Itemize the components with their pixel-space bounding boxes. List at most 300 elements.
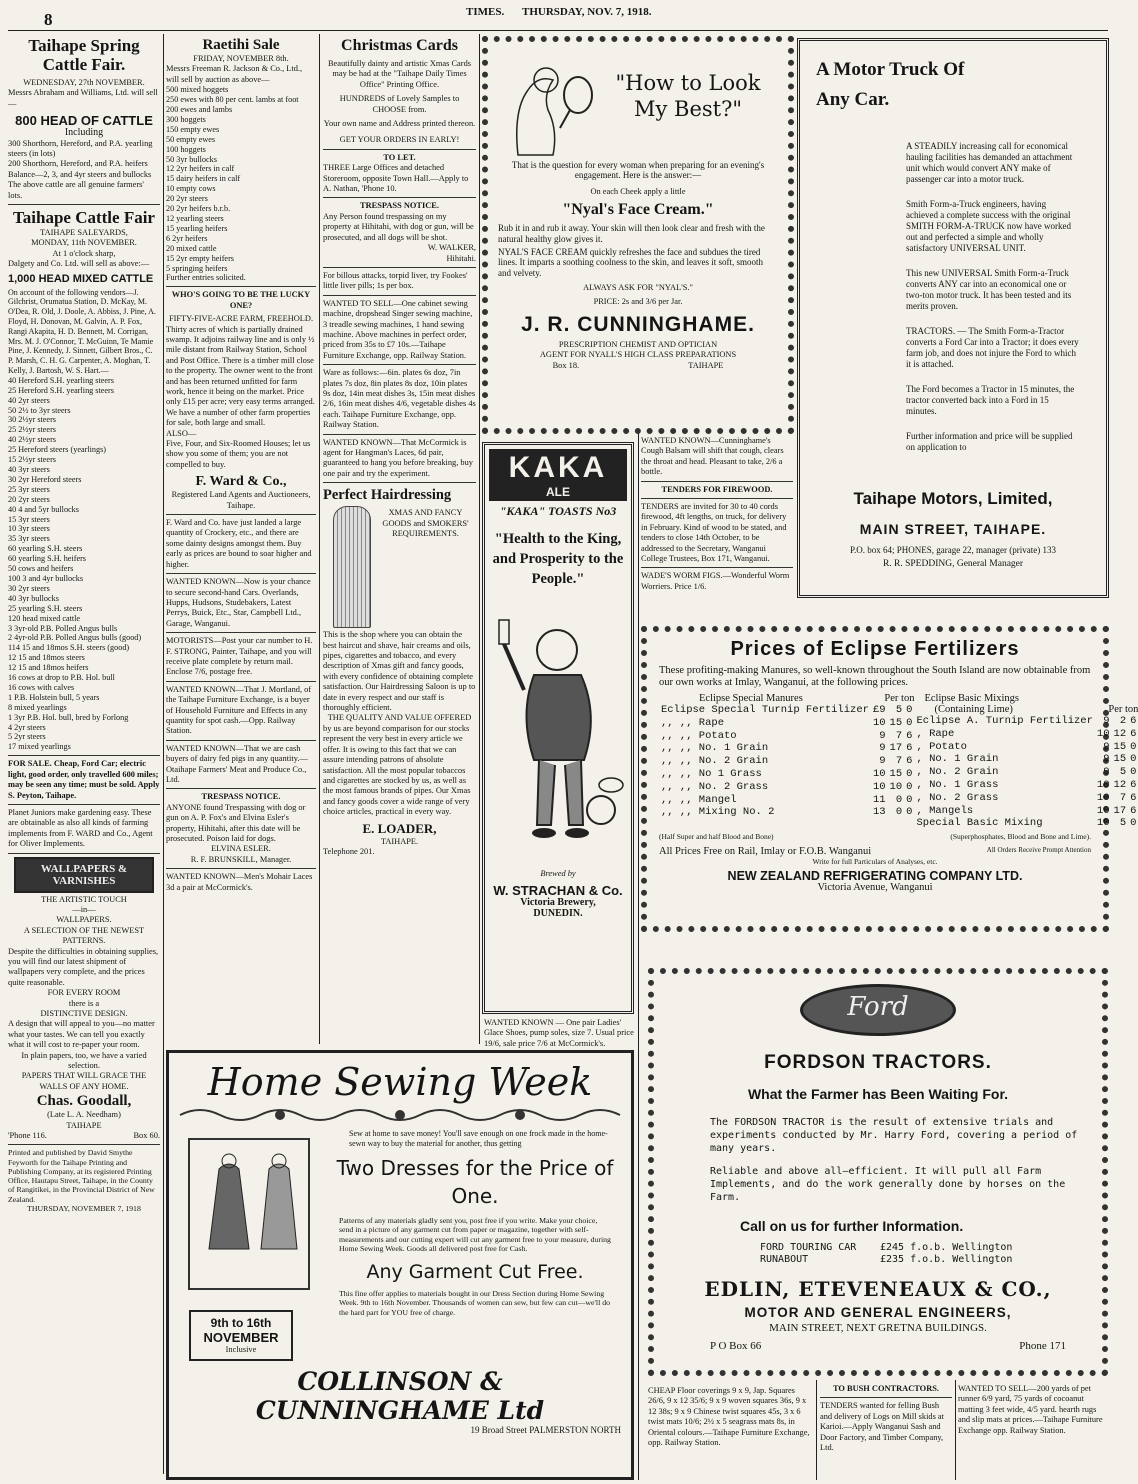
wanted-mortland: WANTED KNOWN—That J. Mortland, of the Taihape Furniture Exchange, is a buyer of Household Furniture and Effects in any quantity for spot cash.—Opp. Railway Station. <box>166 684 312 736</box>
fert-shillings: 12 <box>1113 778 1127 791</box>
fert-shillings: 7 <box>1119 791 1127 804</box>
divider <box>323 267 476 268</box>
divider <box>641 498 793 499</box>
fert-row <box>914 817 1138 830</box>
fert-pence: 6 <box>1130 804 1137 817</box>
fert-pounds: 9 <box>1103 753 1110 766</box>
ward-name: F. Ward & Co., <box>195 474 287 490</box>
masthead-rule <box>8 30 1108 31</box>
hair-town: TAIHAPE. <box>380 836 419 846</box>
divider <box>166 681 316 682</box>
fert-pence: 0 <box>906 780 913 793</box>
ford-call: Call on us for further Information. <box>740 1218 964 1234</box>
raetihi-item: 12 yearling steers <box>166 214 224 223</box>
divider <box>166 514 316 515</box>
cattle-fair-title: Taihape Cattle Fair <box>13 208 155 228</box>
cattle-fair-time: At 1 o'clock sharp, <box>52 248 116 258</box>
wallpaper-firm: Chas. Goodall, <box>36 1093 132 1110</box>
motor-street: MAIN STREET, TAIHAPE. <box>859 521 1047 537</box>
fert-row <box>659 730 914 743</box>
fert-row <box>659 742 914 755</box>
fert-pence: 6 <box>906 742 913 755</box>
nyal-ask: ALWAYS ASK FOR "NYAL'S." <box>583 283 693 293</box>
xmas-title: Christmas Cards <box>341 37 458 54</box>
divider <box>166 286 316 287</box>
fert-row <box>659 781 914 794</box>
kaka-city: DUNEDIN. <box>533 907 583 919</box>
ward-sub: Registered Land Agents and Auctioneers, Taihape. <box>171 490 311 510</box>
cattle-fair-intro: Dalgety and Co. Ltd. will sell as above:— <box>8 259 150 269</box>
nyal-town: TAIHAPE <box>688 360 724 370</box>
xmas-order: GET YOUR ORDERS IN EARLY! <box>339 135 460 145</box>
fert-pounds: 13 <box>872 806 886 819</box>
planet-juniors: Planet Juniors make gardening easy. These are obtainable as also all kinds of farming implements from F. WARD and Co., Agent for Oliver Implements. <box>8 807 153 849</box>
hairdressing-ad <box>323 486 476 857</box>
fert-shillings: 0 <box>895 806 903 819</box>
wanted-cough: WANTED KNOWN—Cunninghame's Cough Balsam will shift that cough, clears the throat and head. Pleasant to take, 2/6 a bottle. <box>641 436 784 477</box>
wallpaper-line: —in— <box>72 904 96 914</box>
fert-pence: 0 <box>906 793 913 806</box>
fert-product: , No. 1 Grain <box>916 753 999 766</box>
xmas-hundreds: HUNDREDS of Lovely Samples to CHOOSE from. <box>339 94 460 114</box>
fert-row <box>914 805 1138 818</box>
lucky-title: WHO'S GOING TO BE THE LUCKY ONE? <box>171 290 311 310</box>
spring-item: The above cattle are all genuine farmers' lots. <box>8 180 144 200</box>
raetihi-item: 50 empty ewes <box>166 134 216 144</box>
nyal-box: Box 18. <box>552 360 580 370</box>
motor-manager: R. R. SPEDDING, General Manager <box>882 559 1024 570</box>
motor-p6: Further information and price will be supplied on application to <box>906 431 1073 452</box>
ford-p1: The FORDSON TRACTOR is the result of extensive trials and experiments conducted by Mr. Harry Ford, covering a period of many years. <box>710 1117 1078 1154</box>
cattle-item: 25 3yr steers <box>8 484 50 494</box>
cattle-fair-ad <box>8 208 160 752</box>
divider <box>641 567 793 568</box>
ford-price2: £235 f.o.b. Wellington <box>880 1254 1013 1265</box>
farm-title: FIFTY-FIVE-ACRE FARM, FREEHOLD. <box>168 314 314 324</box>
fert-pence: 0 <box>1130 753 1137 766</box>
divider <box>166 632 316 633</box>
fert-row <box>914 715 1138 728</box>
raetihi-item: 20 2yr heifers b.r.b. <box>166 204 231 214</box>
divider <box>323 295 476 296</box>
tenders-body: TENDERS are invited for 30 to 40 cords firewood, 4ft lengths, on truck, for delivery in February. Kind of wood to be stated, and tenders to close 14th October, to be addressed to the Secretary, Wanganui College Trustees, Box 171, Wanganui. <box>641 502 787 564</box>
divider <box>8 204 160 205</box>
fert-pence: 6 <box>906 729 913 742</box>
cattle-item: 12 15 and 18mos steers <box>8 653 85 663</box>
divider <box>166 788 316 789</box>
fert-row <box>659 806 914 819</box>
tenders-title: TENDERS FOR FIREWOOD. <box>661 484 773 494</box>
wanted-mccormick: WANTED KNOWN—That McCormick is agent for Hangman's Laces, 6d pair, guaranteed to hang you before breaking, buy one pair and try the experiment. <box>323 437 473 478</box>
motor-p2: Smith Form-a-Truck engineers, having achieved a complete success with the original SMITH FORM-A-TRUCK now have worked out and perfected a simple and wholly satisfactory UNIVERSAL UNIT. <box>906 199 1071 253</box>
wanted-sell-yards: WANTED TO SELL—200 yards of pet runner 6/9 yard, 75 yards of cocoanut matting 3 feet wide, 4/5 yard. hearth rugs and slip mats at prices.—Taihape Furniture Exchange opp. Railway Station. <box>958 1384 1103 1435</box>
wallpaper-line: WALLPAPERS. <box>56 915 112 925</box>
column-rule <box>816 1380 817 1480</box>
fert-shillings: 17 <box>889 742 903 755</box>
fert-shillings: 15 <box>1113 753 1127 766</box>
cattle-item: 1 3yr P.B. Hol. bull, bred by Forlong <box>8 712 129 722</box>
fert-product: , Mangels <box>916 804 974 817</box>
imprint: Printed and published by David Smythe Feyworth for the Taihape Printing and Publishing Company, at its registered Printing Office, Hautapu Street, Taihape, in the County of Rangitikei, in the Provincial District of New Zealand. <box>8 1148 155 1204</box>
divider <box>641 481 793 482</box>
column-rule <box>955 1380 956 1480</box>
masthead-date: THURSDAY, NOV. 7, 1918. <box>522 6 652 18</box>
fert-shillings: 5 <box>1119 817 1127 830</box>
column-1 <box>8 36 160 1476</box>
divider <box>8 755 160 756</box>
wallpaper-ad <box>8 857 160 1142</box>
cattle-item: 4 2yr steers <box>8 722 46 732</box>
fert-row <box>914 792 1138 805</box>
fert-product: Eclipse Special Turnip Fertilizer <box>661 704 869 716</box>
fert-product: ,, ,, No. 2 Grass <box>661 780 769 793</box>
nyal-price: PRICE: 2s and 3/6 per Jar. <box>593 296 683 306</box>
nyal-sub: PRESCRIPTION CHEMIST AND OPTICIAN <box>558 340 718 350</box>
cattle-item: 16 cows with calves <box>8 682 75 692</box>
wallpaper-logo: WALLPAPERS & VARNISHES <box>14 857 154 893</box>
fert-pence: 6 <box>1130 727 1137 740</box>
fert-product: , Potato <box>916 740 967 753</box>
nyal-cheek: On each Cheek apply a little <box>590 186 686 196</box>
motor-p1: A STEADILY increasing call for economical hauling facilities has demanded an attachment unit which would convert ANY make of passenger car into a motor truck. <box>906 141 1073 184</box>
toasting-gentleman-illustration <box>489 595 629 865</box>
fert-product: , No. 1 Grass <box>916 778 999 791</box>
kaka-slogan: "Health to the King, and Prosperity to the People." <box>492 531 624 587</box>
fert-row <box>914 728 1138 741</box>
cattle-item: 35 3yr steers <box>8 534 50 544</box>
fert-write: Write for full Particulars of Analyses, etc. <box>812 856 938 866</box>
fert-pounds: 9 <box>879 729 886 742</box>
cattle-item: 15 2½yr steers <box>8 455 56 465</box>
nyal-chemist: J. R. CUNNINGHAME. <box>521 313 755 337</box>
ford-car1: FORD TOURING CAR <box>760 1242 857 1253</box>
raetihi-list <box>166 85 316 283</box>
wallpaper-line: In plain papers, too, we have a varied selection. <box>21 1050 147 1071</box>
fordson-ad <box>648 968 1108 1376</box>
raetihi-date: FRIDAY, NOVEMBER 8th. <box>193 54 289 63</box>
wallpaper-line: A SELECTION OF THE NEWEST PATTERNS. <box>23 925 145 946</box>
column-4b <box>641 436 793 616</box>
wallpaper-line: there is a <box>68 998 100 1008</box>
fert-product: Eclipse A. Turnip Fertilizer <box>916 715 1093 727</box>
ford-price1: £245 f.o.b. Wellington <box>880 1242 1013 1253</box>
fert-row <box>659 794 914 807</box>
column-2 <box>166 36 316 1046</box>
fert-pounds: 9 <box>1103 715 1110 727</box>
cattle-item: 40 3yr steers <box>8 465 50 475</box>
sewing-month: NOVEMBER <box>203 1330 279 1345</box>
ford-p2: Reliable and above all—efficient. It will pull all Farm Implements, and do the work generally done by horses on the Farm. <box>710 1166 1066 1203</box>
farm-body: Thirty acres of which is partially drained swamp. It adjoins railway line and is only ½ mile distant from Railway Station, School and Post Office. There is a timber mill close to the property. The owner went to the front and has been returned unfitted for farm work, hence it being on the market. Price only £15 per acre; very easy terms arranged. We have a number of other farm properties for sale, both large and small. <box>166 324 315 428</box>
spring-fair-head: 800 HEAD OF CATTLE <box>15 113 153 129</box>
sewing-body: Patterns of any materials gladly sent you, post free if you write. Make your choice, send in a picture of any garment cut from paper or magazine, together with self-measurements and our cutting expert will cut any garment free to your measure, during Home Sewing Week. Goods all delivered post free for Cash. <box>339 1216 611 1253</box>
cattle-item: 60 yearling S.H. steers <box>8 544 83 554</box>
fert-pounds: 10 <box>1096 791 1110 804</box>
woman-mirror-illustration <box>498 50 598 160</box>
trespass2-title: TRESPASS NOTICE. <box>360 201 439 211</box>
raetihi-item: 150 empty ewes <box>166 124 220 134</box>
cattle-fair-place: TAIHAPE SALEYARDS, <box>40 228 128 238</box>
divider <box>8 853 160 854</box>
dressmaking-figures-illustration <box>179 1129 319 1299</box>
fert-pence: 6 <box>1130 791 1137 804</box>
fert-pence: 6 <box>1130 715 1137 727</box>
wanted-laces: WANTED KNOWN—Men's Mohair Laces 3d a pair at McCormick's. <box>166 872 313 892</box>
divider <box>323 482 476 483</box>
hair-sub: XMAS AND FANCY GOODS and SMOKERS' REQUIREMENTS. <box>382 508 469 539</box>
fert-row <box>914 766 1138 779</box>
sewing-free: Any Garment Cut Free. <box>366 1261 584 1284</box>
sewing-right-panel <box>329 1129 621 1361</box>
spring-fair-including: Including <box>64 127 104 139</box>
fert-product: Special Basic Mixing <box>916 817 1043 830</box>
raetihi-item: 20 mixed cattle <box>166 243 217 253</box>
fert-row <box>914 779 1138 792</box>
masthead-title: TIMES. <box>466 6 505 18</box>
kaka-ale-text: ALE <box>546 485 570 499</box>
fert-right-head: Eclipse Basic Mixings <box>924 693 1019 704</box>
fert-containing: (Containing Lime) <box>934 704 1013 715</box>
imprint-date: THURSDAY, NOVEMBER 7, 1918 <box>27 1203 141 1213</box>
ford-waiting: What the Farmer has Been Waiting For. <box>747 1086 1009 1102</box>
cattle-item: 8 mixed yearlings <box>8 702 67 712</box>
ford-firm: EDLIN, ETEVENEAUX & CO., <box>704 1277 1052 1301</box>
cattle-item: 114 15 and 18mos S.H. steers (good) <box>8 643 130 653</box>
fert-shillings: 5 <box>1119 766 1127 779</box>
column-rule <box>319 34 320 1044</box>
hair-quality: THE QUALITY AND VALUE OFFERED <box>327 713 472 723</box>
fert-product: ,, ,, No. 1 Grain <box>661 742 769 755</box>
fert-row <box>914 753 1138 766</box>
trespass2-body: Any Person found trespassing on my property at Hihitahi, with dog or gun, will be prosecuted, and all dogs will be shot. <box>323 211 474 242</box>
nyal-question: That is the question for every woman when preparing for an evening's engagement. Here is the answer:— <box>511 160 765 181</box>
cattle-item: 30 2yr steers <box>8 583 50 593</box>
cattle-item: 40 3yr bullocks <box>8 593 59 603</box>
cattle-item: 20 2yr steers <box>8 494 50 504</box>
ford-box: P O Box 66 <box>710 1340 762 1352</box>
wanted-shoes: WANTED KNOWN — One pair Ladies' Glace Shoes, pump soles, size 7. Usual price 19/6, sale price 7/6 at McCormick's. <box>484 1018 634 1048</box>
trespass-body: ANYONE found Trespassing with dog or gun on A. P. Fox's and Elvina Esler's property, Hihitahi, after this date will be prosecuted. Poison laid for dogs. <box>166 802 306 844</box>
divider <box>8 1144 160 1145</box>
divider <box>166 573 316 574</box>
bush-title: TO BUSH CONTRACTORS. <box>832 1384 940 1393</box>
divider <box>323 434 476 435</box>
column-rule <box>638 430 639 1480</box>
wallpaper-box: Box 60. <box>133 1131 160 1141</box>
cattle-item: 50 2½ to 3yr steers <box>8 405 71 415</box>
trespass2-sig: W. WALKER, <box>427 243 476 253</box>
raetihi-item: 15 yearling heifers <box>166 223 228 233</box>
spring-fair-ad <box>8 36 160 201</box>
wallpaper-town: TAIHAPE <box>66 1120 102 1130</box>
fert-note-left: (Half Super and half Blood and Bone) <box>659 832 774 842</box>
fert-product: , Rape <box>916 727 955 740</box>
motor-title: A Motor Truck Of Any Car. <box>816 59 965 110</box>
fert-product: ,, ,, No 1 Grass <box>661 767 762 780</box>
divider <box>323 149 476 150</box>
cattle-item: 12 15 and 18mos heifers <box>8 663 89 673</box>
sewing-street: 19 Broad Street PALMERSTON NORTH <box>470 1425 621 1436</box>
raetihi-item: 10 empty cows <box>166 184 216 194</box>
fert-left-head: Eclipse Special Manures <box>699 693 803 704</box>
masthead <box>0 0 1114 34</box>
wallpaper-late: (Late L. A. Needham) <box>47 1110 121 1120</box>
ford-car2: RUNABOUT <box>760 1254 809 1265</box>
fert-row <box>659 755 914 768</box>
fert-product: ,, ,, Potato <box>661 729 737 742</box>
bush-contractors <box>820 1384 952 1453</box>
nyal-headline: "How to Look My Best?" <box>615 71 761 121</box>
cattle-item: 60 yearling S.H. heifers <box>8 554 86 564</box>
sewing-headline: Two Dresses for the Price of One. <box>336 1156 614 1208</box>
fert-pounds: 9 <box>879 755 886 768</box>
divider <box>323 364 476 365</box>
cattle-item: 30 2½yr steers <box>8 415 56 425</box>
fert-pounds: 9 <box>1103 766 1110 779</box>
tolet-body: THREE Large Offices and detached Storeroom, opposite Town Hall.—Apply to A. Nathan, 'Phone 10. <box>323 163 469 194</box>
fert-shillings: 15 <box>889 716 903 729</box>
divider <box>8 804 160 805</box>
cattle-item: 25 yearling S.H. steers <box>8 603 83 613</box>
motor-phones: P.O. box 64; PHONES, garage 22, manager (private) 133 <box>850 545 1056 555</box>
kaka-brewer: W. STRACHAN & Co. <box>493 883 623 899</box>
raetihi-item: 15 2yr empty heifers <box>166 253 234 263</box>
nyal-body: NYAL'S FACE CREAM quickly refreshes the face and subdues the tired lines. It imparts a soothing coolness to the skin, and leaves it soft, smooth and velvety. <box>498 247 763 278</box>
wallpaper-contacts <box>8 1131 160 1141</box>
cattle-item: 2 4yr-old P.B. Polled Angus bulls (good) <box>8 633 142 643</box>
cattle-item: 5 2yr steers <box>8 732 46 742</box>
raetihi-item: 500 mixed hoggets <box>166 85 229 95</box>
ware: Ware as follows:—6in. plates 6s doz, 7in plates 7s doz, 8in plates 8s doz, 10in plates 9s doz, 14in meat dishes 3s, 15in meat dishes 2/6, 16in meat dishes 4/6, vegetable dishes 4s each. Taihape Furniture Exchange, opp. Railway Station. <box>323 368 476 430</box>
motor-p5: The Ford becomes a Tractor in 15 minutes, the tractor converted back into a Ford in 15 minutes. <box>906 384 1075 416</box>
cattle-item: 10 3yr steers <box>8 524 50 534</box>
fert-pounds: 10 <box>872 716 886 729</box>
divider <box>820 1397 952 1398</box>
kaka-logo <box>489 449 627 501</box>
fert-shillings: 17 <box>1113 804 1127 817</box>
motor-name: Taihape Motors, Limited, <box>853 489 1053 508</box>
raetihi-item: 250 ewes with 80 per cent. lambs at foot <box>166 95 299 105</box>
fert-title: Prices of Eclipse Fertilizers <box>730 638 1020 660</box>
sewing-dates: 9th to 16th <box>210 1316 272 1330</box>
xmas-name: Your own name and Address printed thereon. <box>323 119 476 129</box>
wallpaper-line: DISTINCTIVE DESIGN. <box>40 1009 128 1019</box>
fert-free: All Prices Free on Rail, Imlay or F.O.B. Wanganui <box>659 845 872 857</box>
sewing-firm: COLLINSON & CUNNINGHAME Ltd <box>255 1367 545 1426</box>
raetihi-item: 20 2yr steers <box>166 194 208 204</box>
raetihi-item: 5 springing heifers <box>166 263 228 273</box>
sewing-left-panel <box>179 1129 329 1361</box>
nyal-product: "Nyal's Face Cream." <box>562 201 714 219</box>
fert-product: ,, ,, Mangel <box>661 793 737 806</box>
fert-pence: 0 <box>1130 766 1137 779</box>
fert-pence: 6 <box>906 755 913 768</box>
cattle-item: 3 3yr-old P.B. Polled Angus bulls <box>8 623 118 633</box>
spring-item: 300 Shorthorn, Hereford, and P.A. yearling steers (in lots) <box>8 138 153 159</box>
divider <box>166 868 316 869</box>
fert-per-ton: Per ton <box>884 693 915 704</box>
tolet-title: TO LET. <box>383 152 416 162</box>
nyal-rub: Rub it in and rub it away. Your skin will then look clear and fresh with the natural healthy glow gives it. <box>498 223 765 244</box>
fert-shillings: 7 <box>895 755 903 768</box>
fertilizer-ad <box>641 626 1138 932</box>
fert-pounds: 10 <box>1096 817 1110 830</box>
ford-logo <box>800 984 956 1036</box>
wallpaper-line: Despite the difficulties in obtaining supplies, you will find our latest shipment of wallpapers very complete, and the prices quite reasonable. <box>8 946 159 987</box>
divider <box>166 740 316 741</box>
xmas-body: Beautifully dainty and artistic Xmas Cards may be had at the "Taihape Daily Times Office" Printing Office. <box>327 59 472 89</box>
farm-also: ALSO— <box>166 428 197 438</box>
fert-pence: 0 <box>906 716 913 729</box>
fert-shillings: 7 <box>895 729 903 742</box>
fookes: For billous attacks, torpid liver, try Fookes' little liver pills; 1s per box. <box>323 270 468 291</box>
wanted-cars: WANTED KNOWN—Now is your chance to secure second-hand Cars. Overlands, Hupps, Hudsons, Studebakers, Latest Perrys, Buick, Etc., Star, Campbell Ltd., Garage, Wanganui. <box>166 577 311 628</box>
fert-pounds: 10 <box>1096 804 1110 817</box>
wallpaper-line: PAPERS THAT WILL GRACE THE WALLS OF ANY HOME. <box>21 1071 147 1091</box>
fert-row <box>914 741 1138 754</box>
raetihi-item: 6 2yr heifers <box>166 233 208 243</box>
hair-body2: by us are beyond comparison for our stocks represent the very best in every article we offer. It is owing to this fact that we can assure intending patrons of absolute satisfaction. All the most popular tobaccos and cigarettes are stocked by us, as well as the most famous brands of pipes. Our Xmas and fancy goods cover a wide range of very choice articles, practical in every way. <box>323 723 471 817</box>
kaka-brewed: Brewed by <box>540 869 576 878</box>
fert-shillings: 10 <box>889 780 903 793</box>
fert-company: NEW ZEALAND REFRIGERATING COMPANY LTD. <box>727 868 1023 883</box>
cattle-item: 25 2½yr steers <box>8 425 56 435</box>
ford-phone: Phone 171 <box>1019 1340 1066 1352</box>
cattle-fair-head: 1,000 HEAD MIXED CATTLE <box>8 272 154 285</box>
spring-item: Balance—2, 3, and 4yr steers and bullocks <box>8 169 152 179</box>
cattle-item: 30 2yr Hereford steers <box>8 474 82 484</box>
cattle-item: 1 P.B. Holstein bull, 5 years <box>8 692 100 702</box>
raetihi-item: Further entries solicited. <box>166 273 246 283</box>
fert-right <box>914 693 1138 830</box>
fert-left <box>659 693 914 830</box>
fert-pence: 0 <box>906 767 913 780</box>
fert-product: ,, ,, No. 2 Grain <box>661 755 769 768</box>
cattle-item: 120 head mixed cattle <box>8 613 81 623</box>
sewing-inclusive: Inclusive <box>225 1345 257 1354</box>
kaka-ale-ad <box>482 442 634 1014</box>
fert-pence: 0 <box>906 806 913 819</box>
column-3 <box>323 36 476 1046</box>
wallpaper-line: THE ARTISTIC TOUCH <box>41 894 127 904</box>
cattle-item: 15 3yr steers <box>8 514 50 524</box>
sewing-intro: Sew at home to save money! You'll save enough on one frock made in the home-sewn way to buy the material for another, thus getting <box>349 1129 608 1148</box>
spring-fair-intro: Messrs Abraham and Williams, Ltd. will sell— <box>8 88 158 108</box>
nyals-ad <box>482 36 794 434</box>
raetihi-item: 15 dairy heifers in calf <box>166 174 241 184</box>
cattle-item: 16 cows at drop to P.B. Hol. bull <box>8 673 115 683</box>
cattle-item: 50 cows and heifers <box>8 564 74 574</box>
cheap-floor-coverings: CHEAP Floor coverings 9 x 9, Jap. Squares 26/6, 9 x 12 35/6; 9 x 9 woven squares 36s, 9 x 12 38s; 9 x 9 Chinese twist squares 45s, 3 x 6 twist mats 10/6; 2½ x 5 seagrass mats 8s, in Oriental colours.—Taihape Furniture Exchange, opp. Railway Station. <box>648 1386 810 1448</box>
raetihi-item: 200 ewes and lambs <box>166 105 233 115</box>
fert-pounds: 9 <box>1103 740 1110 753</box>
fert-pence: 0 <box>1130 740 1137 753</box>
column-rule <box>163 34 164 1474</box>
fert-pounds: 10 <box>1096 778 1110 791</box>
fert-product: ,, ,, Mixing No. 2 <box>661 806 775 819</box>
hair-title: Perfect Hairdressing <box>323 487 452 504</box>
column-rule <box>479 34 480 1044</box>
raetihi-item: 50 3yr bullocks <box>166 154 217 164</box>
divider <box>323 197 476 198</box>
spring-fair-title: Taihape Spring Cattle Fair. <box>28 36 140 74</box>
fert-shillings: 15 <box>889 767 903 780</box>
hair-illustration <box>333 506 371 628</box>
raetihi-intro: Messrs Freeman R. Jackson & Co., Ltd., will sell by auction as above— <box>166 64 303 84</box>
hair-name: E. LOADER, <box>362 820 437 836</box>
hair-phone: Telephone 201. <box>323 846 375 856</box>
ford-street: MAIN STREET, NEXT GRETNA BUILDINGS. <box>769 1322 987 1334</box>
